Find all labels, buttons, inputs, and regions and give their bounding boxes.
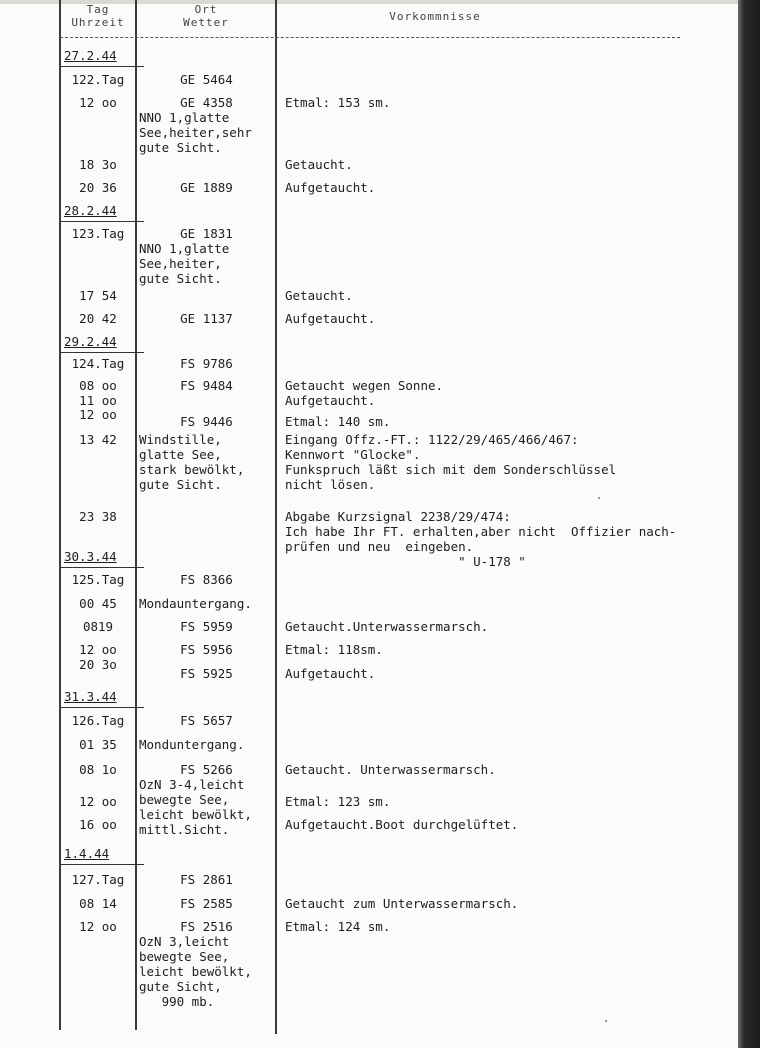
- header-divider: [60, 37, 680, 38]
- header-time-column: [62, 3, 134, 29]
- entry-position-weather: FS 8366: [180, 572, 233, 587]
- header-wetter-label: Wetter: [183, 16, 229, 29]
- entry-position-weather: NNO 1,glatte See,heiter,sehr gute Sicht.: [139, 110, 252, 155]
- entry-position-weather: FS 2516: [180, 919, 233, 934]
- entry-time: 12 oo: [79, 642, 117, 657]
- entry-time: 08 14: [79, 896, 117, 911]
- entry-time: 00 45: [79, 596, 117, 611]
- entry-time: 12 oo: [79, 407, 117, 422]
- entry-time: 124.Tag: [71, 356, 125, 371]
- entry-position-weather: Windstille, glatte See, stark bewölkt, gute Sicht.: [139, 432, 245, 492]
- entry-time: 20 42: [79, 311, 117, 326]
- entry-time: 18 3o: [79, 157, 117, 172]
- paper-speck: [605, 1020, 607, 1022]
- entry-position-weather: FS 5959: [180, 619, 233, 634]
- entry-event: Getaucht.: [285, 288, 353, 303]
- entry-time: 23 38: [79, 509, 117, 524]
- entry-time: 0819: [82, 619, 114, 634]
- entry-event: Aufgetaucht.: [285, 180, 376, 195]
- page-binding-edge: [738, 0, 760, 1048]
- entry-event: Getaucht.: [285, 157, 353, 172]
- entry-event: Aufgetaucht.: [285, 393, 376, 408]
- entry-time: 13 42: [79, 432, 117, 447]
- entry-position-weather: FS 9786: [180, 356, 233, 371]
- entry-time: 12 oo: [79, 95, 117, 110]
- header-uhrzeit-label: Uhrzeit: [71, 16, 125, 29]
- header-place-column: [140, 3, 272, 29]
- header-vorkommnisse-label: Vorkommnisse: [389, 10, 481, 23]
- entry-position-weather: GE 1889: [180, 180, 233, 195]
- entry-time: 11 oo: [79, 393, 117, 408]
- entry-position-weather: NNO 1,glatte See,heiter, gute Sicht.: [139, 241, 230, 286]
- entry-time: 12 oo: [79, 794, 117, 809]
- entry-date: 29.2.44: [64, 334, 136, 349]
- header-events-column: [290, 10, 580, 23]
- entry-event: Etmal: 123 sm.: [285, 794, 391, 809]
- entry-position-weather: FS 5956: [180, 642, 233, 657]
- entry-time: 01 35: [79, 737, 117, 752]
- entry-position-weather: Monduntergang.: [139, 737, 245, 752]
- column-rule-left: [59, 0, 61, 1030]
- entry-date: 27.2.44: [64, 48, 136, 63]
- entry-position-weather: FS 9446: [180, 414, 233, 429]
- entry-position-weather: GE 4358: [180, 95, 233, 110]
- entry-position-weather: FS 9484: [180, 378, 233, 393]
- entry-time: 17 54: [79, 288, 117, 303]
- entry-event: Etmal: 140 sm.: [285, 414, 391, 429]
- entry-date: 30.3.44: [64, 549, 136, 564]
- entry-event: Abgabe Kurzsignal 2238/29/474: Ich habe Ihr FT. erhalten,aber nicht Offizier nach- prüfen und neu eingeben. " U-178 ": [285, 509, 677, 569]
- entry-time: 126.Tag: [71, 713, 125, 728]
- entry-time: 127.Tag: [71, 872, 125, 887]
- entry-position-weather: FS 2585: [180, 896, 233, 911]
- entry-position-weather: GE 1137: [180, 311, 233, 326]
- entry-position-weather: OzN 3,leicht bewegte See, leicht bewölkt, gute Sicht, 990 mb.: [139, 934, 252, 1009]
- entry-time: 125.Tag: [71, 572, 125, 587]
- entry-time: 123.Tag: [71, 226, 125, 241]
- entry-time: 08 1o: [79, 762, 117, 777]
- entry-event: Aufgetaucht.: [285, 311, 376, 326]
- entry-position-weather: FS 2861: [180, 872, 233, 887]
- entry-event: Getaucht wegen Sonne.: [285, 378, 444, 393]
- entry-date: 28.2.44: [64, 203, 136, 218]
- column-rule-right: [275, 0, 277, 1034]
- entry-event: Aufgetaucht.: [285, 666, 376, 681]
- entry-position-weather: GE 1831: [180, 226, 233, 241]
- entry-time: 20 3o: [79, 657, 117, 672]
- entry-event: Getaucht zum Unterwassermarsch.: [285, 896, 519, 911]
- entry-time: 16 oo: [79, 817, 117, 832]
- entry-position-weather: FS 5266: [180, 762, 233, 777]
- entry-event: Getaucht. Unterwassermarsch.: [285, 762, 496, 777]
- entry-date: 1.4.44: [64, 846, 136, 861]
- entry-event: Etmal: 124 sm.: [285, 919, 391, 934]
- entry-position-weather: FS 5925: [180, 666, 233, 681]
- entry-event: Etmal: 118sm.: [285, 642, 383, 657]
- paper-speck: [598, 497, 600, 499]
- entry-position-weather: FS 5657: [180, 713, 233, 728]
- entry-time: 122.Tag: [71, 72, 125, 87]
- column-rule-middle: [135, 0, 137, 1030]
- entry-event: Getaucht.Unterwassermarsch.: [285, 619, 489, 634]
- entry-time: 20 36: [79, 180, 117, 195]
- entry-event: Aufgetaucht.Boot durchgelüftet.: [285, 817, 519, 832]
- entry-time: 12 oo: [79, 919, 117, 934]
- entry-date: 31.3.44: [64, 689, 136, 704]
- entry-time: 08 oo: [79, 378, 117, 393]
- entry-position-weather: GE 5464: [180, 72, 233, 87]
- entry-event: Eingang Offz.-FT.: 1122/29/465/466/467: Kennwort "Glocke". Funkspruch läßt sich mit dem Sonderschlüssel nicht lösen.: [285, 432, 617, 492]
- entry-event: Etmal: 153 sm.: [285, 95, 391, 110]
- header-ort-label: Ort: [194, 3, 218, 16]
- entry-position-weather: Mondauntergang.: [139, 596, 252, 611]
- entry-position-weather: OzN 3-4,leicht bewegte See, leicht bewölkt, mittl.Sicht.: [139, 777, 252, 837]
- header-tag-label: Tag: [86, 3, 110, 16]
